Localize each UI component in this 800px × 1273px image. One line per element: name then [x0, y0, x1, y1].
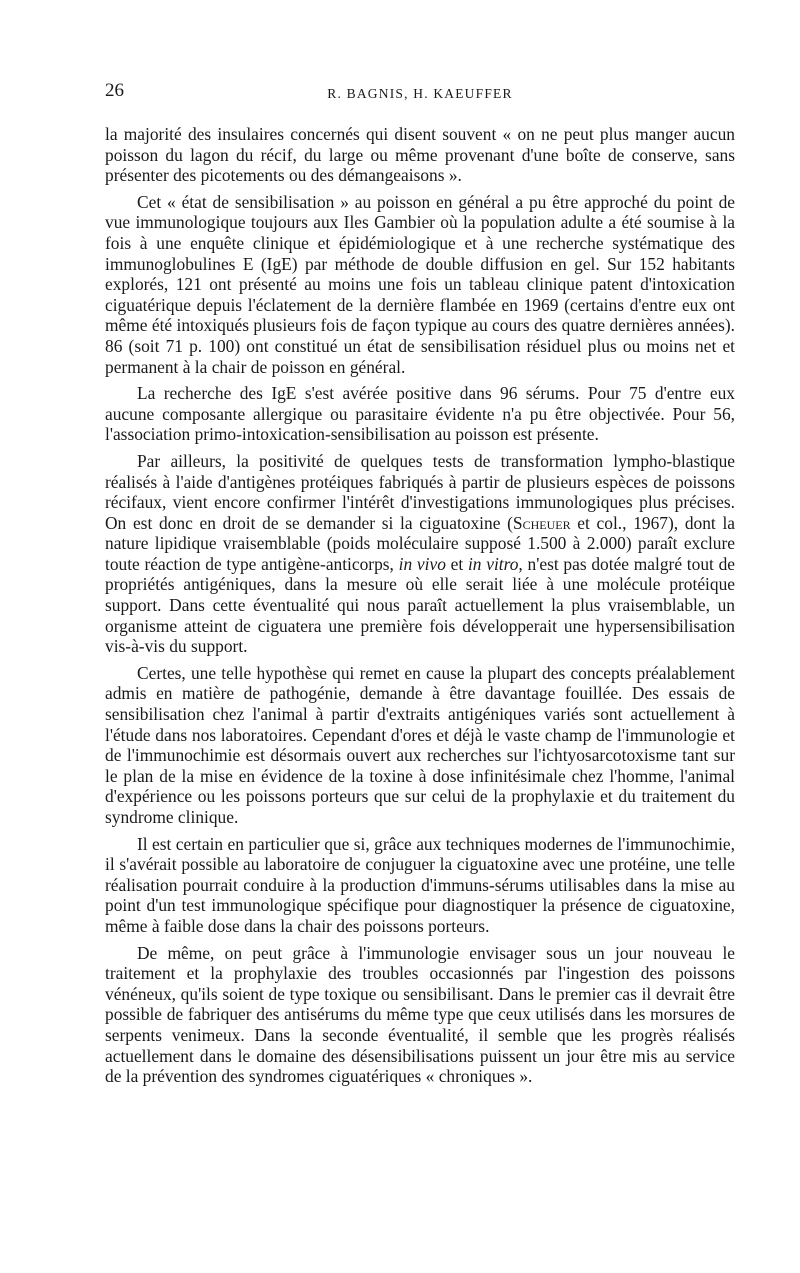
paragraph-4-text-b: et col., 1967), dont la nature lipidique vraisemblable (poids moléculaire supposé 1.500 à 2.000) paraît exclure toute réaction de type antigène-anticorps, — [105, 512, 735, 574]
page-number: 26 — [105, 80, 124, 101]
page-header — [105, 80, 735, 106]
paragraph-3: La recherche des IgE s'est avérée positive dans 96 sérums. Pour 75 d'entre eux aucune composante allergique ou parasitaire évidente n'a pu être objectivée. Pour 56, l'association primo-intoxication-sensibilisation au poisson est présente. — [105, 383, 735, 445]
paragraph-6: Il est certain en particulier que si, grâce aux techniques modernes de l'immunochimie, il s'avérait possible au laboratoire de conjuguer la ciguatoxine avec une protéine, une telle réalisation pourrait conduire à la production d'immuns-sérums utilisables dans la mise au point d'un test immunologique spécifique pour diagnostiquer la présence de ciguatoxine, même à faible dose dans la chair des poissons porteurs. — [105, 833, 735, 936]
paragraph-4-text-d: n'est pas dotée malgré tout de propriétés antigéniques, dans la mesure où elle serait liée à une molécule protéique support. Dans cette éventualité qui nous paraît actuellement la plus vraisemblable, un organisme atteint de ciguatera une première fois développerait une hypersensibilisation vis-à-vis du support. — [105, 553, 736, 657]
author-citation: Scheuer — [512, 512, 571, 533]
paragraph-4-text-a: Par ailleurs, la positivité de quelques tests de transformation lympho-blastique réalisés à l'aide d'antigènes protéiques fabriqués à partir de plusieurs espèces de poissons récifaux, vient encore confirmer l'intérêt d'investigations immunologiques plus précises. On est donc en droit de se demander si la ciguatoxine ( — [105, 450, 735, 533]
running-head: R. BAGNIS, H. KAEUFFER — [327, 86, 513, 101]
italic-term-in-vivo: in vivo — [398, 553, 446, 574]
paragraph-7: De même, on peut grâce à l'immunologie envisager sous un jour nouveau le traitement et la prophylaxie des troubles occasionnés par l'ingestion des poissons vénéneux, qu'ils soient de type toxique ou sensibilisant. Dans le premier cas il devrait être possible de fabriquer des antisérums du même type que ceux utilisés dans les morsures de serpents venimeux. Dans la seconde éventualité, il semble que les progrès réalisés actuellement dans le domaine des désensibilisations puissent un jour être mis au service de la prévention des syndromes ciguatériques « chroniques ». — [105, 942, 735, 1087]
paragraph-4 — [105, 451, 735, 657]
italic-term-in-vitro: in vitro, — [467, 553, 523, 574]
paragraph-2: Cet « état de sensibilisation » au poisson en général a pu être approché du point de vue immunologique toujours aux Iles Gambier où la population adulte a été soumise à la fois à une enquête clinique et épidémiologique et à une recherche systématique des immunoglobulines E (IgE) par méthode de double diffusion en gel. Sur 152 habitants explorés, 121 ont présenté au moins une fois un tableau clinique patent d'intoxication ciguatérique depuis l'éclatement de la dernière flambée en 1969 (certains d'entre eux ont même été intoxiqués plusieurs fois de façon typique au cours des quatre dernières années). 86 (soit 71 p. 100) ont constitué un état de sensibilisation résiduel plus ou moins net et permanent à la chair de poisson en général. — [105, 191, 735, 377]
body-text — [105, 124, 735, 1087]
paragraph-5: Certes, une telle hypothèse qui remet en cause la plupart des concepts préalablement admis en matière de pathogénie, demande à être davantage fouillée. Des essais de sensibilisation chez l'animal à partir d'extraits antigéniques variés sont actuellement à l'étude dans nos laboratoires. Cependant d'ores et déjà le vaste champ de l'immunologie et de l'immunochimie est désormais ouvert aux recherches sur l'ichtyosarcotoxisme tant sur le plan de la mise en évidence de la toxine à dose infinitésimale chez l'homme, l'animal d'expérience ou les poissons porteurs que sur celui de la prophylaxie et du traitement du syndrome clinique. — [105, 662, 735, 827]
paragraph-1: la majorité des insulaires concernés qui disent souvent « on ne peut plus manger aucun poisson du lagon du récif, du large ou même provenant d'une boîte de conserve, sans présenter des picotements ou des démangeaisons ». — [105, 124, 735, 186]
paragraph-4-text-c: et — [445, 553, 468, 574]
